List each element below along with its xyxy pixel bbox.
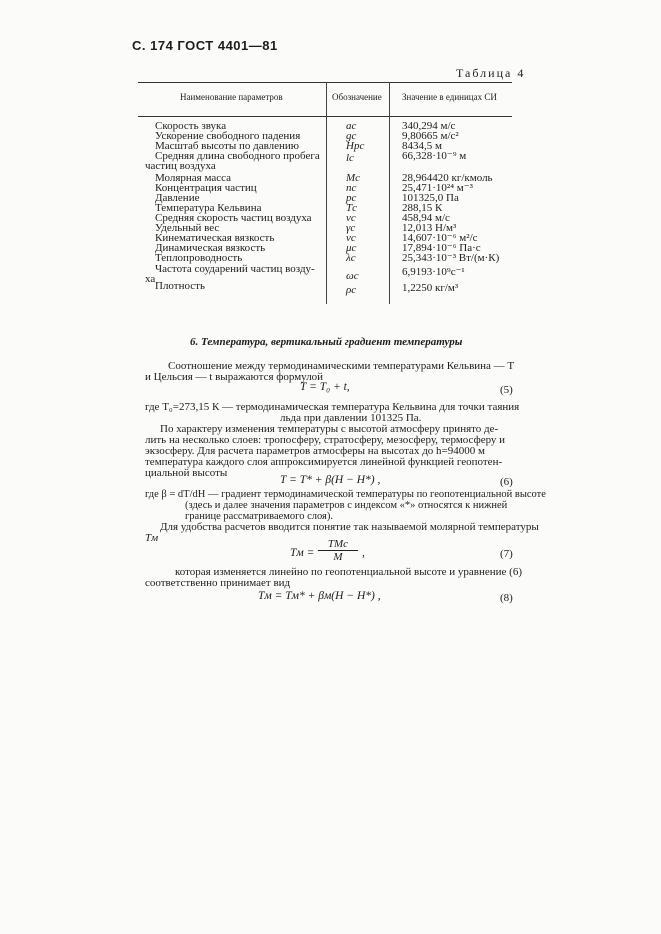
paragraph-line: границе рассматриваемого слоя). — [185, 511, 333, 522]
row-symbol: vс — [346, 212, 356, 224]
paragraph-line: которая изменяется линейно по геопотенциальной высоте и уравнение (6) — [175, 566, 523, 578]
row-value: 8434,5 м — [402, 140, 442, 152]
paragraph-line: Для удобства расчетов вводится понятие так называемой молярной температуры — [160, 521, 539, 533]
row-symbol: gс — [346, 130, 357, 142]
fraction-denominator: M — [333, 551, 343, 563]
row-name: Частота соударений частиц возду- — [155, 263, 315, 275]
table-caption: Таблица 4 — [456, 66, 526, 80]
paragraph-line: экзосферу. Для расчета параметров атмосферы на высотах до h=94000 м — [145, 445, 485, 457]
paragraph-line: Tм — [145, 532, 159, 544]
row-name: Молярная масса — [155, 172, 232, 184]
row-symbol: pс — [346, 192, 357, 204]
equation-6: T = T* + β(H − H*) , — [280, 474, 381, 486]
row-value: 6,9193·10⁹с⁻¹ — [402, 266, 465, 278]
row-name: Средняя длина свободного пробега — [155, 150, 320, 162]
column-header-name: Наименование параметров — [180, 92, 283, 102]
row-value: 1,2250 кг/м³ — [402, 282, 459, 294]
equation-7-fraction — [318, 538, 358, 563]
row-value: 28,964420 кг/кмоль — [402, 172, 493, 184]
paragraph-line: По характеру изменения температуры с высотой атмосферу принято де- — [160, 423, 499, 435]
page-header: С. 174 ГОСТ 4401—81 — [132, 38, 278, 53]
paragraph-line: льда при давлении 101325 Па. — [280, 412, 422, 424]
row-name: Средняя скорость частиц воздуха — [155, 212, 312, 224]
paragraph-line: где β = dT/dH — градиент термодинамической температуры по геопотенциальной высоте — [145, 489, 546, 500]
paragraph-line: лить на несколько слоев: тропосферу, стратосферу, мезосферу, термосферу и — [145, 434, 506, 446]
row-symbol: λс — [346, 252, 356, 264]
paragraph-line: циальной высоты — [145, 467, 228, 479]
equation-5: T = T₀ + t, — [300, 381, 350, 393]
paragraph-line: где T₀=273,15 К — термодинамическая температура Кельвина для точки таяния — [145, 401, 520, 413]
fraction-numerator: TMс — [318, 538, 358, 551]
row-symbol: γс — [346, 222, 356, 234]
column-header-symbol: Обозначение — [332, 92, 382, 102]
equation-number: (8) — [500, 592, 513, 604]
row-value: 14,607·10⁻⁶ м²/с — [402, 232, 478, 244]
row-value: 17,894·10⁻⁶ Па·с — [402, 242, 481, 254]
row-name: Теплопроводность — [155, 252, 243, 264]
paragraph-line: и Цельсия — t выражаются формулой — [145, 371, 324, 383]
row-name: Плотность — [155, 280, 205, 292]
row-symbol: nс — [346, 182, 357, 194]
paragraph-line: температура каждого слоя аппроксимируется линейной функцией геопотен- — [145, 456, 503, 468]
equation-7-lhs: Tм = — [290, 547, 315, 559]
table-col-divider-2 — [389, 82, 390, 304]
row-value: 12,013 Н/м³ — [402, 222, 457, 234]
column-header-value: Значение в единицах СИ — [402, 92, 497, 102]
row-name: Концентрация частиц — [155, 182, 257, 194]
row-value: 9,80665 м/с² — [402, 130, 459, 142]
table-header-rule — [138, 116, 512, 117]
table-col-divider-1 — [326, 82, 327, 304]
row-name: Скорость звука — [155, 120, 227, 132]
row-name: Удельный вес — [155, 222, 220, 234]
equation-number: (6) — [500, 476, 513, 488]
row-value: 101325,0 Па — [402, 192, 459, 204]
row-value: 66,328·10⁻⁹ м — [402, 150, 467, 162]
equation-number: (7) — [500, 548, 513, 560]
equation-7-tail: , — [362, 547, 365, 559]
paragraph-line: (здесь и далее значения параметров с индексом «*» относятся к нижней — [185, 500, 508, 511]
paragraph-line: соответственно принимает вид — [145, 577, 291, 589]
equation-number: (5) — [500, 384, 513, 396]
row-symbol: ωс — [346, 270, 359, 282]
equation-8: Tм = Tм* + βм(H − H*) , — [258, 590, 381, 602]
row-name: Ускорение свободного падения — [155, 130, 301, 142]
row-name: Температура Кельвина — [155, 202, 262, 214]
row-value: 25,343·10⁻³ Вт/(м·К) — [402, 252, 500, 264]
row-symbol: Tс — [346, 202, 357, 214]
row-value: 340,294 м/с — [402, 120, 456, 132]
row-name-continued: ха — [145, 273, 156, 285]
row-name: Давление — [155, 192, 200, 204]
section-title: 6. Температура, вертикальный градиент температуры — [190, 336, 463, 348]
paragraph-line: Соотношение между термодинамическими температурами Кельвина — T — [168, 360, 515, 372]
row-symbol: νс — [346, 232, 356, 244]
row-name: Масштаб высоты по давлению — [155, 140, 299, 152]
row-symbol: aс — [346, 120, 357, 132]
row-symbol: Mс — [346, 172, 361, 184]
row-symbol: lс — [346, 152, 354, 164]
table-top-rule — [138, 82, 512, 83]
row-name: Кинематическая вязкость — [155, 232, 275, 244]
row-name: Динамическая вязкость — [155, 242, 266, 254]
row-value: 25,471·10²⁴ м⁻³ — [402, 182, 473, 194]
row-symbol: ρс — [346, 284, 357, 296]
row-name-continued: частиц воздуха — [145, 160, 216, 172]
row-symbol: Hрс — [346, 140, 365, 152]
row-symbol: μс — [346, 242, 357, 254]
row-value: 288,15 К — [402, 202, 443, 214]
row-value: 458,94 м/с — [402, 212, 450, 224]
